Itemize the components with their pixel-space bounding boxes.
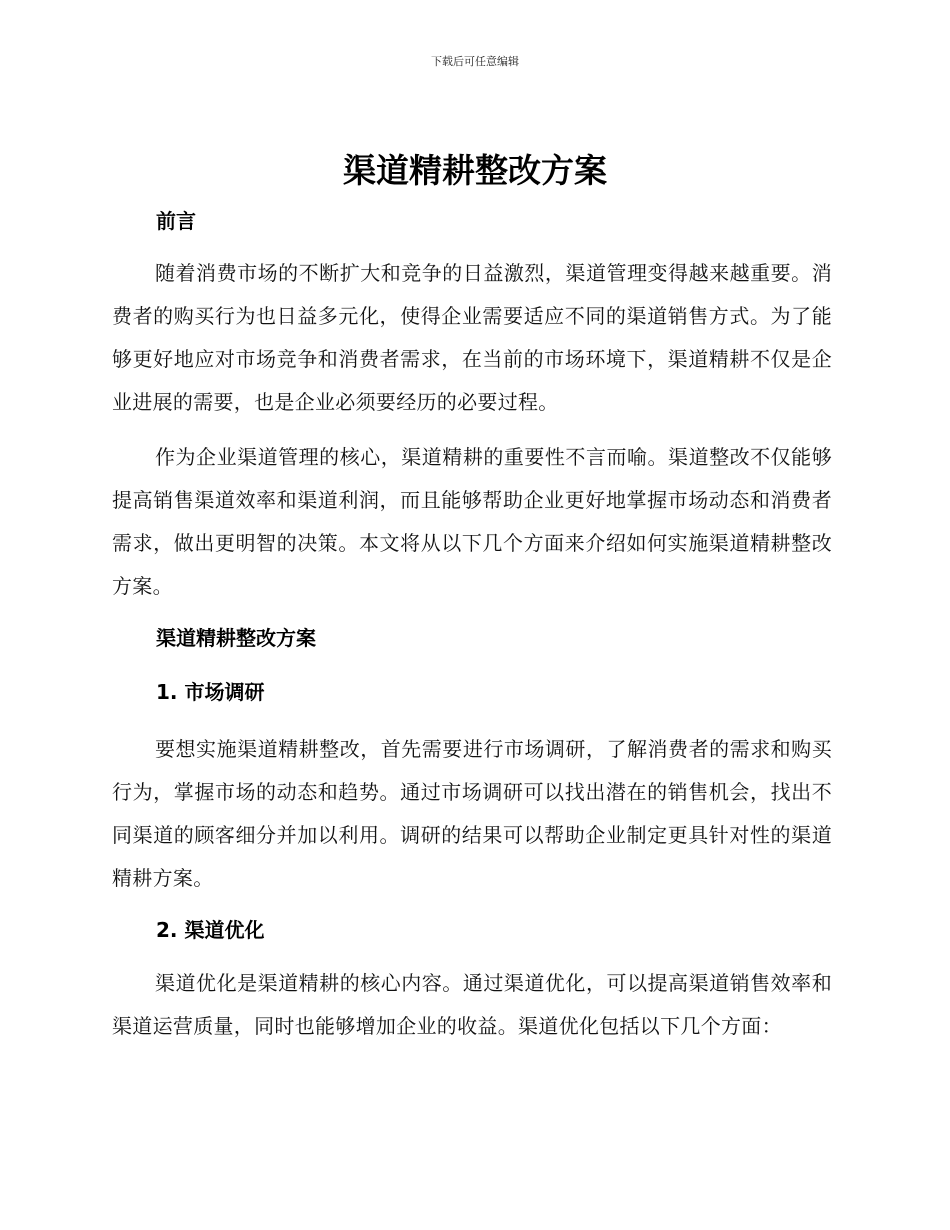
section-1-heading: 1. 市场调研 — [156, 680, 265, 704]
page-header-note: 下载后可任意编辑 — [431, 55, 519, 68]
document-title: 渠道精耕整改方案 — [343, 151, 607, 190]
preface-paragraph-1: 随着消费市场的不断扩大和竞争的日益激烈，渠道管理变得越来越重要。消费者的购买行为也日益多元化，使得企业需要适应不同的渠道销售方式。为了能够更好地应对市场竞争和消费者需求，在当前的市场环境下，渠道精耕不仅是企业进展的需要，也是企业必须要经历的必要过程。 — [112, 261, 832, 414]
preface-paragraph-2: 作为企业渠道管理的核心，渠道精耕的重要性不言而喻。渠道整改不仅能够提高销售渠道效率和渠道利润，而且能够帮助企业更好地掌握市场动态和消费者需求，做出更明智的决策。本文将从以下几个方面来介绍如何实施渠道精耕整改方案。 — [112, 445, 832, 598]
plan-heading: 渠道精耕整改方案 — [156, 626, 316, 650]
section-2-paragraph: 渠道优化是渠道精耕的核心内容。通过渠道优化，可以提高渠道销售效率和渠道运营质量，同时也能够增加企业的收益。渠道优化包括以下几个方面： — [112, 971, 832, 1038]
preface-heading: 前言 — [156, 209, 196, 233]
section-2-heading: 2. 渠道优化 — [156, 918, 265, 942]
section-1-paragraph: 要想实施渠道精耕整改，首先需要进行市场调研，了解消费者的需求和购买行为，掌握市场的动态和趋势。通过市场调研可以找出潜在的销售机会，找出不同渠道的顾客细分并加以利用。调研的结果可以帮助企业制定更具针对性的渠道精耕方案。 — [112, 737, 832, 890]
